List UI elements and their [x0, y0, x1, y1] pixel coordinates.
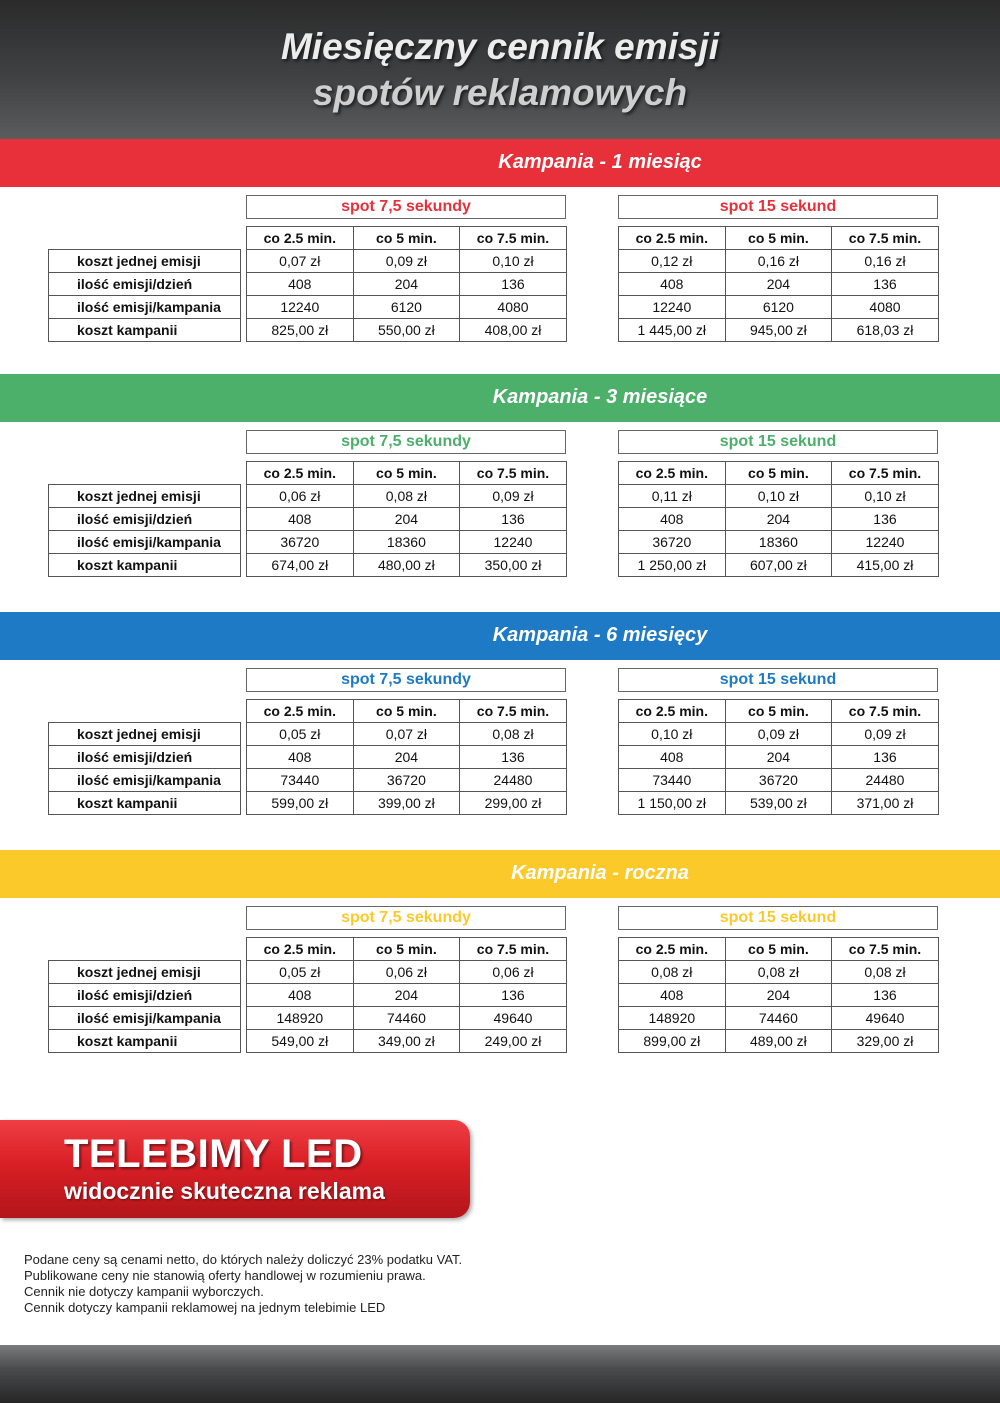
column-header: co 5 min.: [353, 938, 460, 961]
price-cell: 0,08 zł: [832, 961, 939, 984]
column-header: co 5 min.: [725, 462, 832, 485]
price-cell: 136: [832, 508, 939, 531]
price-cell: 0,08 zł: [460, 723, 567, 746]
table-row: [49, 792, 241, 815]
promo-subtitle: widocznie skuteczna reklama: [64, 1178, 385, 1204]
column-header: co 5 min.: [725, 700, 832, 723]
page-header: [0, 0, 1000, 140]
price-cell: 0,09 zł: [832, 723, 939, 746]
table-row: [247, 723, 567, 746]
price-cell: 4080: [460, 296, 567, 319]
spot-7-5-price-table: [246, 699, 567, 815]
promo-banner: [0, 1120, 470, 1218]
price-cell: 204: [353, 508, 460, 531]
row-label: koszt jednej emisji: [49, 250, 241, 273]
column-header: co 2.5 min.: [619, 462, 726, 485]
table-row: [247, 1030, 567, 1053]
table-row: [49, 769, 241, 792]
price-cell: 148920: [619, 1007, 726, 1030]
price-cell: 0,10 zł: [619, 723, 726, 746]
column-header: co 7.5 min.: [832, 700, 939, 723]
spot-7-5-price-table: [246, 226, 567, 342]
spot-7-5-label: spot 7,5 sekundy: [246, 906, 566, 930]
column-header: co 7.5 min.: [832, 227, 939, 250]
price-cell: 607,00 zł: [725, 554, 832, 577]
campaign-band: [0, 139, 1000, 187]
price-cell: 204: [725, 984, 832, 1007]
price-cell: 408: [247, 508, 354, 531]
row-label: koszt kampanii: [49, 319, 241, 342]
price-cell: 12240: [832, 531, 939, 554]
price-cell: 0,06 zł: [247, 485, 354, 508]
table-row: [49, 531, 241, 554]
price-cell: 0,08 zł: [353, 485, 460, 508]
row-label: ilość emisji/kampania: [49, 1007, 241, 1030]
price-cell: 371,00 zł: [832, 792, 939, 815]
price-cell: 1 150,00 zł: [619, 792, 726, 815]
table-row: [619, 769, 939, 792]
price-cell: 12240: [247, 296, 354, 319]
campaign-band: [0, 850, 1000, 898]
price-cell: 6120: [353, 296, 460, 319]
price-cell: 0,07 zł: [353, 723, 460, 746]
table-header-row: [247, 462, 567, 485]
price-cell: 0,16 zł: [832, 250, 939, 273]
table-row: [49, 961, 241, 984]
price-cell: 945,00 zł: [725, 319, 832, 342]
price-cell: 408: [619, 508, 726, 531]
spot-15-price-table: [618, 937, 939, 1053]
column-header: co 7.5 min.: [460, 462, 567, 485]
price-cell: 0,10 zł: [725, 485, 832, 508]
table-header-row: [247, 938, 567, 961]
spot-7-5-label: spot 7,5 sekundy: [246, 668, 566, 692]
price-cell: 136: [460, 508, 567, 531]
table-row: [619, 746, 939, 769]
price-cell: 148920: [247, 1007, 354, 1030]
spot-15-label: spot 15 sekund: [618, 195, 938, 219]
price-cell: 73440: [247, 769, 354, 792]
campaign-band: [0, 612, 1000, 660]
price-cell: 550,00 zł: [353, 319, 460, 342]
price-cell: 0,05 zł: [247, 723, 354, 746]
spot-15-label: spot 15 sekund: [618, 906, 938, 930]
row-label: koszt kampanii: [49, 792, 241, 815]
footnote: Cennik nie dotyczy kampanii wyborczych.: [24, 1284, 264, 1299]
table-row: [619, 273, 939, 296]
table-row: [49, 319, 241, 342]
price-cell: 4080: [832, 296, 939, 319]
table-row: [247, 508, 567, 531]
table-row: [619, 531, 939, 554]
price-cell: 0,09 zł: [725, 723, 832, 746]
column-header: co 7.5 min.: [460, 227, 567, 250]
price-cell: 49640: [832, 1007, 939, 1030]
price-cell: 408,00 zł: [460, 319, 567, 342]
table-row: [247, 485, 567, 508]
column-header: co 7.5 min.: [832, 938, 939, 961]
row-label: koszt kampanii: [49, 554, 241, 577]
price-cell: 74460: [353, 1007, 460, 1030]
table-row: [619, 554, 939, 577]
price-cell: 136: [460, 273, 567, 296]
table-row: [619, 485, 939, 508]
spot-7-5-label: spot 7,5 sekundy: [246, 430, 566, 454]
column-header: co 2.5 min.: [247, 227, 354, 250]
price-cell: 12240: [460, 531, 567, 554]
price-cell: 0,07 zł: [247, 250, 354, 273]
price-cell: 408: [247, 273, 354, 296]
row-labels-table: [48, 249, 241, 342]
price-cell: 618,03 zł: [832, 319, 939, 342]
campaign-band: [0, 374, 1000, 422]
promo-title: TELEBIMY LED: [64, 1132, 363, 1176]
table-row: [247, 792, 567, 815]
spot-15-price-table: [618, 461, 939, 577]
table-row: [247, 296, 567, 319]
price-cell: 480,00 zł: [353, 554, 460, 577]
price-cell: 549,00 zł: [247, 1030, 354, 1053]
price-cell: 349,00 zł: [353, 1030, 460, 1053]
column-header: co 7.5 min.: [460, 938, 567, 961]
table-row: [619, 250, 939, 273]
price-cell: 899,00 zł: [619, 1030, 726, 1053]
table-header-row: [619, 700, 939, 723]
price-cell: 0,09 zł: [460, 485, 567, 508]
campaign-title: Kampania - 1 miesiąc: [498, 151, 702, 173]
table-row: [247, 1007, 567, 1030]
column-header: co 5 min.: [353, 700, 460, 723]
table-row: [49, 746, 241, 769]
row-label: ilość emisji/dzień: [49, 273, 241, 296]
price-cell: 36720: [353, 769, 460, 792]
price-cell: 399,00 zł: [353, 792, 460, 815]
price-cell: 415,00 zł: [832, 554, 939, 577]
price-cell: 408: [247, 984, 354, 1007]
table-row: [247, 319, 567, 342]
price-cell: 0,11 zł: [619, 485, 726, 508]
spot-7-5-price-table: [246, 937, 567, 1053]
column-header: co 2.5 min.: [619, 938, 726, 961]
spot-15-label: spot 15 sekund: [618, 430, 938, 454]
column-header: co 2.5 min.: [247, 700, 354, 723]
spot-15-price-table: [618, 699, 939, 815]
page-footer-bar: [0, 1345, 1000, 1403]
column-header: co 7.5 min.: [832, 462, 939, 485]
price-cell: 12240: [619, 296, 726, 319]
price-cell: 0,10 zł: [460, 250, 567, 273]
table-header-row: [247, 227, 567, 250]
table-row: [247, 961, 567, 984]
price-cell: 136: [460, 746, 567, 769]
table-row: [49, 1030, 241, 1053]
price-cell: 0,06 zł: [353, 961, 460, 984]
spot-15-label: spot 15 sekund: [618, 668, 938, 692]
price-cell: 408: [247, 746, 354, 769]
column-header: co 2.5 min.: [619, 227, 726, 250]
table-row: [619, 984, 939, 1007]
price-cell: 825,00 zł: [247, 319, 354, 342]
price-cell: 204: [353, 273, 460, 296]
price-cell: 49640: [460, 1007, 567, 1030]
table-row: [49, 273, 241, 296]
row-label: ilość emisji/dzień: [49, 746, 241, 769]
table-row: [619, 319, 939, 342]
column-header: co 5 min.: [725, 227, 832, 250]
price-cell: 408: [619, 984, 726, 1007]
column-header: co 5 min.: [725, 938, 832, 961]
column-header: co 5 min.: [353, 227, 460, 250]
table-header-row: [619, 227, 939, 250]
table-row: [49, 554, 241, 577]
row-label: ilość emisji/kampania: [49, 769, 241, 792]
table-row: [49, 296, 241, 319]
table-row: [247, 984, 567, 1007]
price-cell: 0,10 zł: [832, 485, 939, 508]
table-row: [619, 792, 939, 815]
price-cell: 204: [725, 746, 832, 769]
column-header: co 2.5 min.: [247, 938, 354, 961]
price-cell: 204: [353, 746, 460, 769]
table-row: [619, 508, 939, 531]
row-label: ilość emisji/dzień: [49, 984, 241, 1007]
price-cell: 24480: [832, 769, 939, 792]
table-row: [49, 723, 241, 746]
row-labels-table: [48, 722, 241, 815]
price-cell: 1 250,00 zł: [619, 554, 726, 577]
row-label: koszt jednej emisji: [49, 961, 241, 984]
price-cell: 36720: [247, 531, 354, 554]
page-title-line2: spotów reklamowych: [312, 72, 688, 113]
column-header: co 2.5 min.: [619, 700, 726, 723]
price-cell: 74460: [725, 1007, 832, 1030]
price-cell: 204: [725, 508, 832, 531]
table-row: [49, 508, 241, 531]
table-row: [247, 769, 567, 792]
price-cell: 350,00 zł: [460, 554, 567, 577]
table-row: [247, 250, 567, 273]
price-cell: 136: [832, 984, 939, 1007]
footnote: Publikowane ceny nie stanowią oferty handlowej w rozumieniu prawa.: [24, 1268, 426, 1283]
table-row: [619, 723, 939, 746]
table-row: [247, 554, 567, 577]
price-cell: 539,00 zł: [725, 792, 832, 815]
price-cell: 18360: [725, 531, 832, 554]
price-cell: 0,08 zł: [619, 961, 726, 984]
table-header-row: [619, 462, 939, 485]
price-cell: 408: [619, 273, 726, 296]
price-cell: 249,00 zł: [460, 1030, 567, 1053]
price-cell: 204: [725, 273, 832, 296]
campaign-title: Kampania - roczna: [511, 862, 689, 884]
table-row: [619, 1007, 939, 1030]
price-cell: 0,08 zł: [725, 961, 832, 984]
price-cell: 136: [832, 273, 939, 296]
row-label: koszt jednej emisji: [49, 485, 241, 508]
column-header: co 5 min.: [353, 462, 460, 485]
price-cell: 329,00 zł: [832, 1030, 939, 1053]
table-row: [49, 984, 241, 1007]
table-row: [619, 296, 939, 319]
column-header: co 7.5 min.: [460, 700, 567, 723]
row-labels-table: [48, 484, 241, 577]
footnote: Podane ceny są cenami netto, do których należy doliczyć 23% podatku VAT.: [24, 1252, 463, 1267]
price-cell: 0,09 zł: [353, 250, 460, 273]
price-cell: 489,00 zł: [725, 1030, 832, 1053]
table-row: [247, 746, 567, 769]
row-label: ilość emisji/kampania: [49, 296, 241, 319]
campaign-title: Kampania - 3 miesiące: [492, 386, 708, 408]
row-label: koszt kampanii: [49, 1030, 241, 1053]
row-label: koszt jednej emisji: [49, 723, 241, 746]
price-cell: 136: [832, 746, 939, 769]
page-title-line1: Miesięczny cennik emisji: [280, 26, 720, 67]
table-row: [619, 1030, 939, 1053]
price-cell: 299,00 zł: [460, 792, 567, 815]
price-cell: 6120: [725, 296, 832, 319]
price-cell: 73440: [619, 769, 726, 792]
column-header: co 2.5 min.: [247, 462, 354, 485]
table-header-row: [247, 700, 567, 723]
footnote: Cennik dotyczy kampanii reklamowej na jednym telebimie LED: [24, 1300, 386, 1315]
table-row: [49, 250, 241, 273]
table-header-row: [619, 938, 939, 961]
price-cell: 1 445,00 zł: [619, 319, 726, 342]
campaign-title: Kampania - 6 miesięcy: [492, 624, 708, 646]
table-row: [49, 1007, 241, 1030]
spot-7-5-price-table: [246, 461, 567, 577]
table-row: [247, 531, 567, 554]
price-cell: 36720: [725, 769, 832, 792]
price-cell: 674,00 zł: [247, 554, 354, 577]
price-cell: 204: [353, 984, 460, 1007]
price-cell: 18360: [353, 531, 460, 554]
table-row: [247, 273, 567, 296]
row-labels-table: [48, 960, 241, 1053]
price-cell: 0,05 zł: [247, 961, 354, 984]
spot-15-price-table: [618, 226, 939, 342]
price-cell: 24480: [460, 769, 567, 792]
price-cell: 0,12 zł: [619, 250, 726, 273]
price-cell: 408: [619, 746, 726, 769]
row-label: ilość emisji/dzień: [49, 508, 241, 531]
price-cell: 36720: [619, 531, 726, 554]
table-row: [619, 961, 939, 984]
price-cell: 0,06 zł: [460, 961, 567, 984]
price-cell: 599,00 zł: [247, 792, 354, 815]
table-row: [49, 485, 241, 508]
footnotes: [24, 1252, 462, 1316]
spot-7-5-label: spot 7,5 sekundy: [246, 195, 566, 219]
price-cell: 0,16 zł: [725, 250, 832, 273]
row-label: ilość emisji/kampania: [49, 531, 241, 554]
price-cell: 136: [460, 984, 567, 1007]
